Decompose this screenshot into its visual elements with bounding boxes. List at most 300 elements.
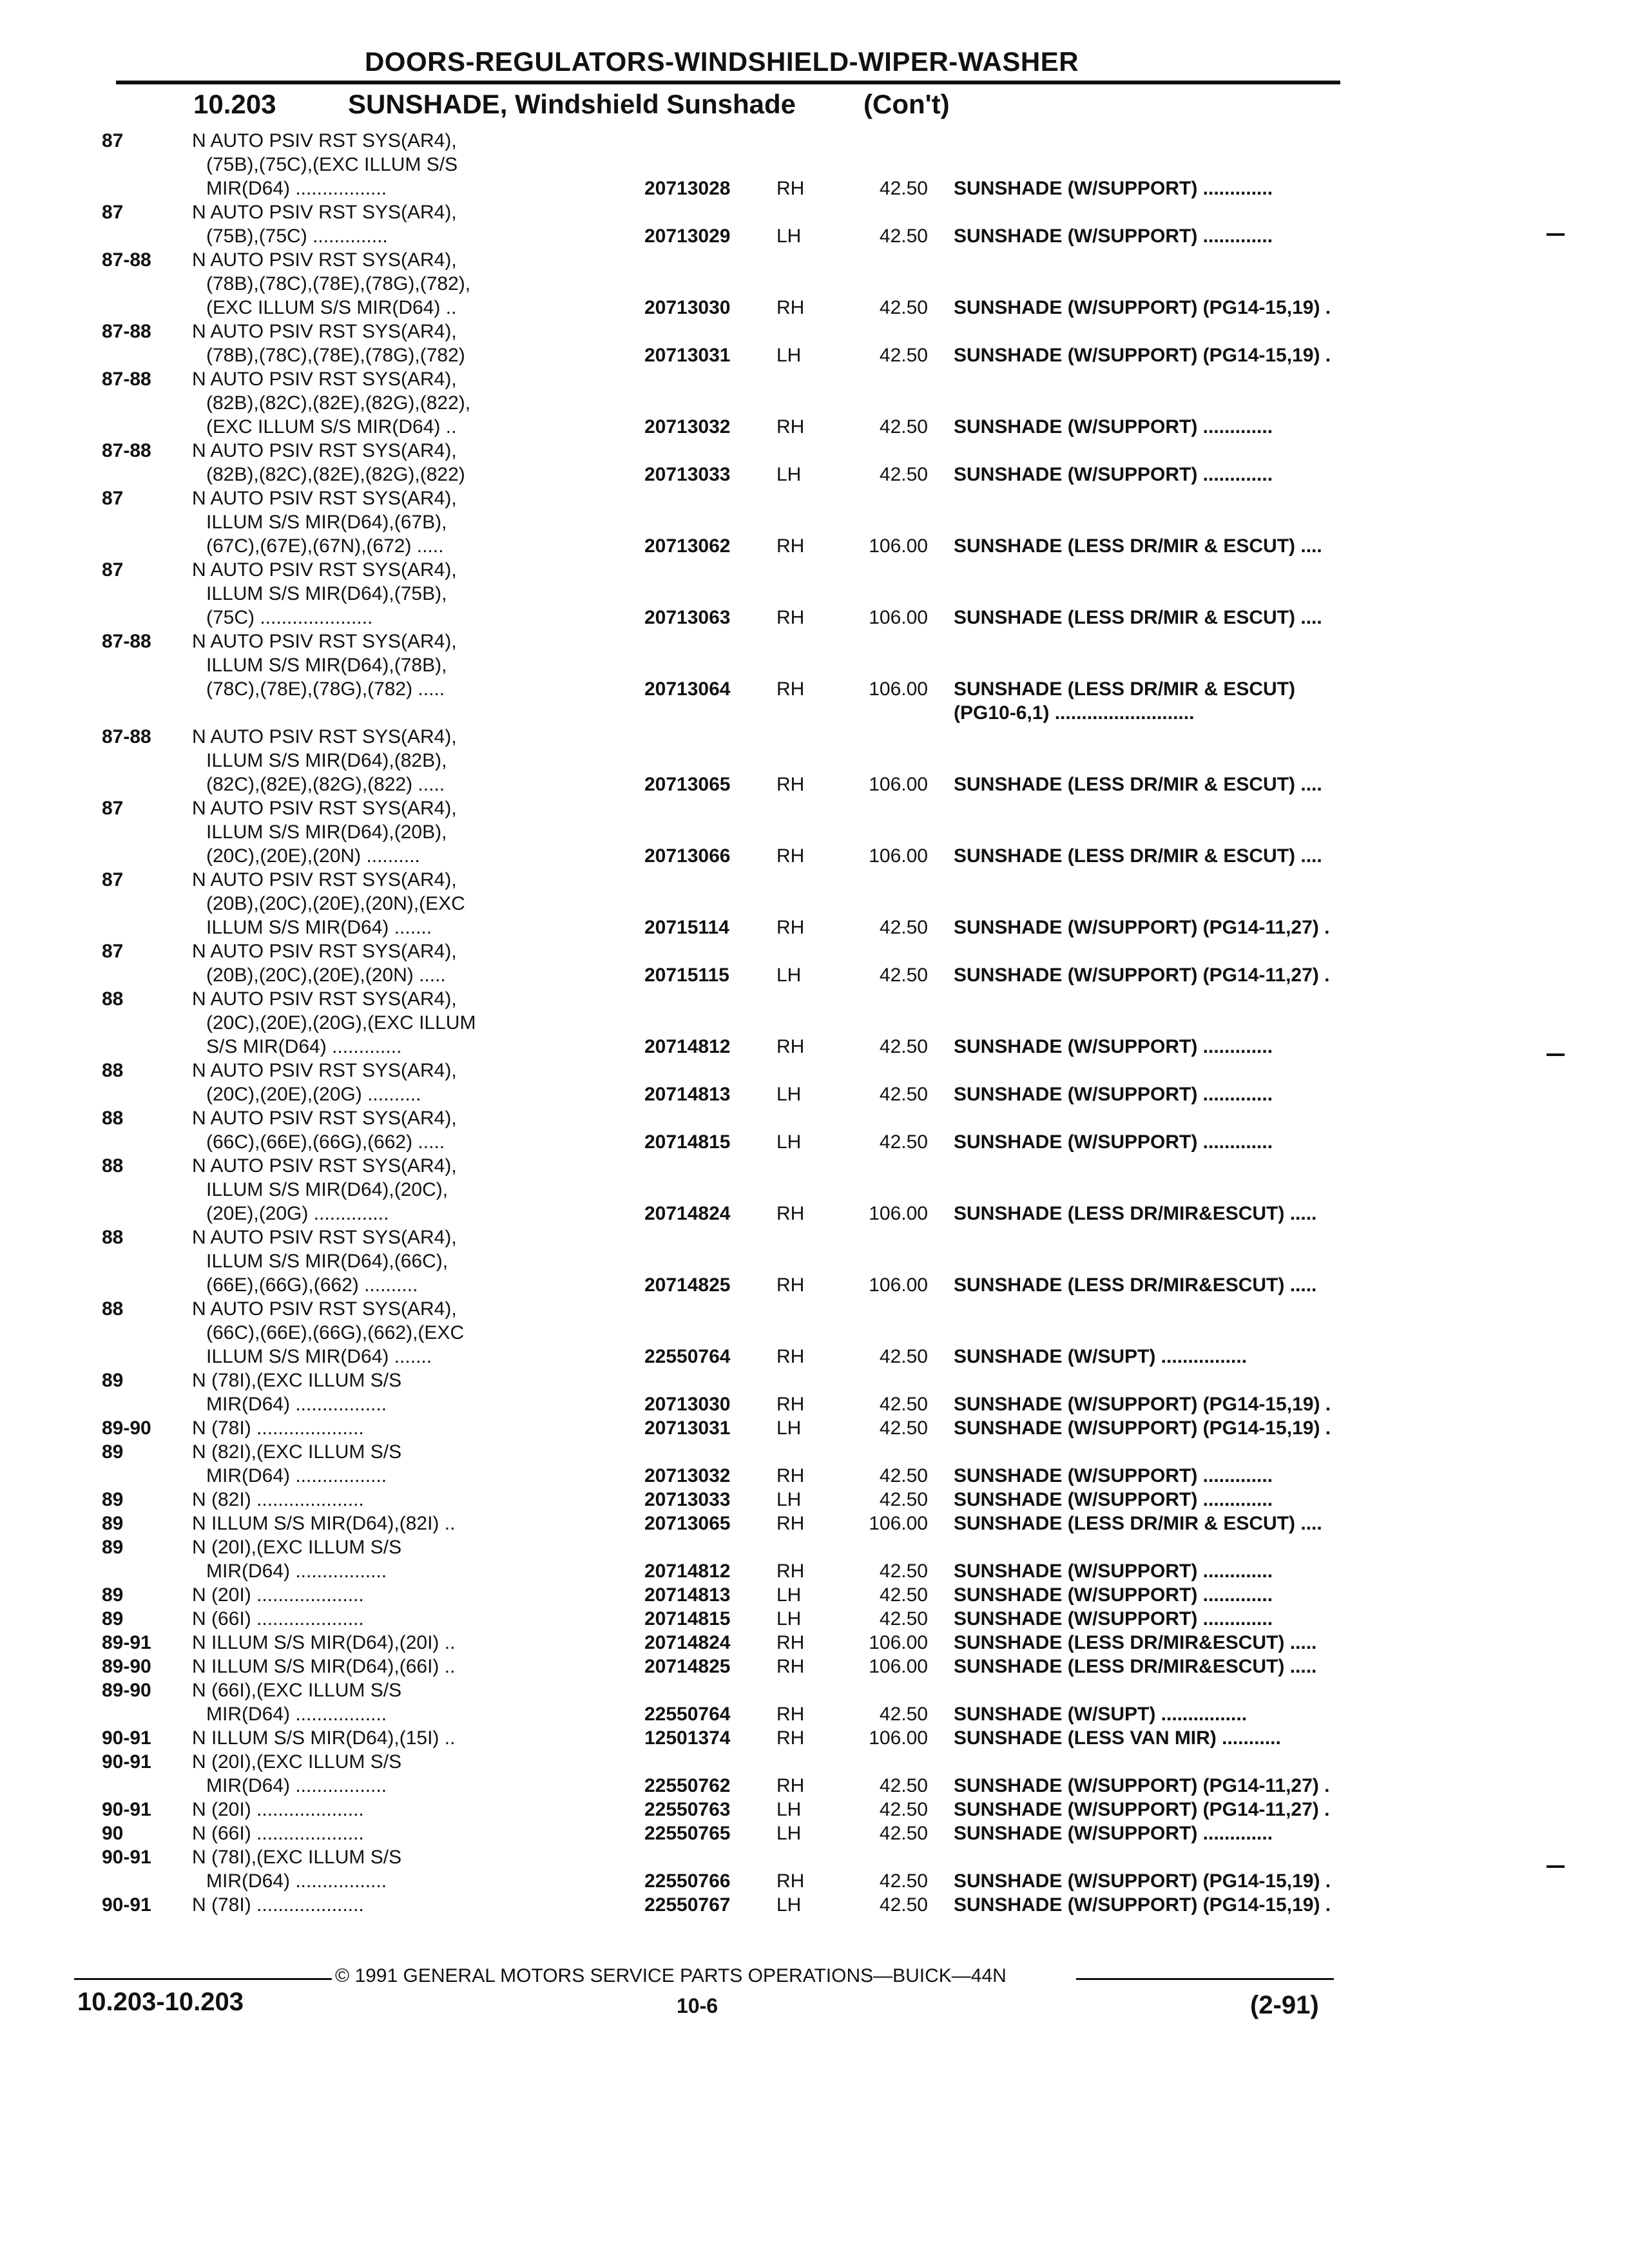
part-name-cell: SUNSHADE (W/SUPPORT) (PG14-11,27) . bbox=[954, 917, 1330, 938]
description-cell: (82B),(82C),(82E),(82G),(822), bbox=[206, 392, 471, 414]
description-cell: (66E),(66G),(662) .......... bbox=[206, 1274, 418, 1296]
description-cell: N (82I) .................... bbox=[192, 1489, 364, 1510]
table-row bbox=[97, 1440, 1385, 1464]
side-cell: RH bbox=[776, 1203, 805, 1224]
description-cell: N (78I),(EXC ILLUM S/S bbox=[192, 1847, 402, 1868]
table-row bbox=[97, 653, 1385, 677]
model-year-cell: 87 bbox=[102, 869, 124, 890]
table-row bbox=[97, 1225, 1385, 1249]
table-row bbox=[97, 224, 1385, 248]
model-year-cell: 88 bbox=[102, 1155, 124, 1177]
table-row bbox=[97, 963, 1385, 987]
part-name-cell: SUNSHADE (W/SUPPORT) (PG14-11,27) . bbox=[954, 965, 1330, 986]
model-year-cell: 89-91 bbox=[102, 1632, 151, 1653]
price-cell: 42.50 bbox=[879, 1894, 928, 1916]
part-name-cell: SUNSHADE (W/SUPPORT) ............. bbox=[954, 1465, 1273, 1486]
description-cell: N AUTO PSIV RST SYS(AR4), bbox=[192, 726, 457, 747]
description-cell: N (78I) .................... bbox=[192, 1894, 364, 1916]
side-cell: RH bbox=[776, 1870, 805, 1892]
part-name-cell: SUNSHADE (LESS DR/MIR&ESCUT) ..... bbox=[954, 1632, 1317, 1653]
table-row bbox=[97, 391, 1385, 415]
description-cell: MIR(D64) ................. bbox=[206, 1870, 387, 1892]
model-year-cell: 87 bbox=[102, 488, 124, 509]
part-number-cell: 20713064 bbox=[644, 678, 731, 700]
description-cell: N AUTO PSIV RST SYS(AR4), bbox=[192, 249, 457, 271]
table-row bbox=[97, 796, 1385, 820]
part-name-cell: SUNSHADE (W/SUPPORT) (PG14-15,19) . bbox=[954, 1394, 1331, 1415]
model-year-cell: 89 bbox=[102, 1441, 124, 1463]
model-year-cell: 88 bbox=[102, 1060, 124, 1081]
description-cell: N ILLUM S/S MIR(D64),(66I) .. bbox=[192, 1656, 456, 1677]
table-row bbox=[97, 558, 1385, 582]
table-row bbox=[97, 1869, 1385, 1893]
part-number-cell: 20713033 bbox=[644, 464, 731, 485]
description-cell: (75B),(75C) .............. bbox=[206, 226, 388, 247]
side-cell: LH bbox=[776, 1894, 802, 1916]
table-row bbox=[97, 1750, 1385, 1774]
side-cell: RH bbox=[776, 1775, 805, 1796]
description-cell: N (20I),(EXC ILLUM S/S bbox=[192, 1537, 402, 1558]
price-cell: 42.50 bbox=[879, 297, 928, 318]
footer-rule-left bbox=[74, 1978, 332, 1980]
side-cell: LH bbox=[776, 1418, 802, 1439]
side-cell: LH bbox=[776, 1584, 802, 1606]
table-row bbox=[97, 343, 1385, 367]
price-cell: 42.50 bbox=[879, 965, 928, 986]
table-row bbox=[97, 773, 1385, 796]
table-row bbox=[97, 367, 1385, 391]
part-number-cell: 20713031 bbox=[644, 1418, 731, 1439]
table-row bbox=[97, 272, 1385, 296]
description-cell: (75B),(75C),(EXC ILLUM S/S bbox=[206, 154, 458, 175]
table-row bbox=[97, 1249, 1385, 1273]
description-cell: N AUTO PSIV RST SYS(AR4), bbox=[192, 988, 457, 1010]
price-cell: 42.50 bbox=[879, 1036, 928, 1057]
part-name-cell: SUNSHADE (LESS DR/MIR & ESCUT) .... bbox=[954, 774, 1322, 795]
part-name-cell: SUNSHADE (LESS DR/MIR&ESCUT) ..... bbox=[954, 1656, 1317, 1677]
table-row bbox=[97, 200, 1385, 224]
side-cell: RH bbox=[776, 1632, 805, 1653]
part-number-cell: 20714813 bbox=[644, 1584, 731, 1606]
model-year-cell: 90-91 bbox=[102, 1847, 151, 1868]
part-name-cell: SUNSHADE (W/SUPPORT) ............. bbox=[954, 1084, 1273, 1105]
side-cell: RH bbox=[776, 1656, 805, 1677]
side-cell: RH bbox=[776, 678, 805, 700]
table-row bbox=[97, 1535, 1385, 1559]
part-name-cell: SUNSHADE (W/SUPPORT) ............. bbox=[954, 1561, 1273, 1582]
part-name-cell: SUNSHADE (LESS DR/MIR & ESCUT) .... bbox=[954, 845, 1322, 867]
part-number-cell: 20714813 bbox=[644, 1084, 731, 1105]
price-cell: 42.50 bbox=[879, 1775, 928, 1796]
table-row bbox=[97, 1726, 1385, 1750]
part-number-cell: 20714815 bbox=[644, 1131, 731, 1153]
model-year-cell: 88 bbox=[102, 988, 124, 1010]
model-year-cell: 90-91 bbox=[102, 1799, 151, 1820]
price-cell: 42.50 bbox=[879, 416, 928, 437]
part-name-cell: SUNSHADE (W/SUPPORT) ............. bbox=[954, 1489, 1273, 1510]
price-cell: 42.50 bbox=[879, 464, 928, 485]
side-cell: LH bbox=[776, 1131, 802, 1153]
table-row bbox=[97, 1845, 1385, 1869]
table-row bbox=[97, 439, 1385, 463]
side-cell: LH bbox=[776, 345, 802, 366]
table-row bbox=[97, 1273, 1385, 1297]
footer-page-number: 10-6 bbox=[677, 1994, 718, 2017]
table-row bbox=[97, 1512, 1385, 1535]
part-number-cell: 20713030 bbox=[644, 1394, 731, 1415]
table-row bbox=[97, 844, 1385, 868]
table-row bbox=[97, 534, 1385, 558]
price-cell: 42.50 bbox=[879, 1465, 928, 1486]
table-row bbox=[97, 1035, 1385, 1059]
price-cell: 106.00 bbox=[869, 1727, 928, 1749]
description-cell: N AUTO PSIV RST SYS(AR4), bbox=[192, 1227, 457, 1248]
part-name-cell: SUNSHADE (W/SUPPORT) ............. bbox=[954, 416, 1273, 437]
description-cell: S/S MIR(D64) ............. bbox=[206, 1036, 402, 1057]
side-cell: LH bbox=[776, 965, 802, 986]
part-number-cell: 20714815 bbox=[644, 1608, 731, 1629]
part-name-cell: SUNSHADE (W/SUPPORT) ............. bbox=[954, 1823, 1273, 1844]
model-year-cell: 88 bbox=[102, 1298, 124, 1320]
margin-tick-mark bbox=[1547, 1053, 1565, 1056]
table-row bbox=[97, 725, 1385, 749]
description-cell: ILLUM S/S MIR(D64) ....... bbox=[206, 1346, 432, 1367]
description-cell: N AUTO PSIV RST SYS(AR4), bbox=[192, 321, 457, 342]
price-cell: 42.50 bbox=[879, 1131, 928, 1153]
description-cell: ILLUM S/S MIR(D64) ....... bbox=[206, 917, 432, 938]
model-year-cell: 90-91 bbox=[102, 1751, 151, 1773]
footer-rule-right bbox=[1076, 1978, 1334, 1980]
part-name-cell: SUNSHADE (W/SUPPORT) (PG14-11,27) . bbox=[954, 1775, 1330, 1796]
price-cell: 42.50 bbox=[879, 1608, 928, 1629]
side-cell: RH bbox=[776, 1727, 805, 1749]
model-year-cell: 89 bbox=[102, 1489, 124, 1510]
part-number-cell: 20714825 bbox=[644, 1274, 731, 1296]
part-name-cell: SUNSHADE (W/SUPT) ................ bbox=[954, 1704, 1248, 1725]
model-year-cell: 87-88 bbox=[102, 726, 151, 747]
price-cell: 42.50 bbox=[879, 1799, 928, 1820]
description-cell: (20C),(20E),(20N) .......... bbox=[206, 845, 420, 867]
price-cell: 106.00 bbox=[869, 607, 928, 628]
table-row bbox=[97, 320, 1385, 343]
description-cell: (20C),(20E),(20G),(EXC ILLUM bbox=[206, 1012, 476, 1033]
model-year-cell: 87 bbox=[102, 202, 124, 223]
table-row bbox=[97, 486, 1385, 510]
description-cell: N AUTO PSIV RST SYS(AR4), bbox=[192, 559, 457, 581]
side-cell: RH bbox=[776, 1394, 805, 1415]
description-cell: MIR(D64) ................. bbox=[206, 1704, 387, 1725]
part-name-cell: SUNSHADE (W/SUPPORT) ............. bbox=[954, 1131, 1273, 1153]
model-year-cell: 87-88 bbox=[102, 249, 151, 271]
part-number-cell: 20714812 bbox=[644, 1036, 731, 1057]
model-year-cell: 89 bbox=[102, 1537, 124, 1558]
model-year-cell: 87 bbox=[102, 130, 124, 151]
table-row bbox=[97, 820, 1385, 844]
table-row bbox=[97, 1297, 1385, 1321]
description-cell: (67C),(67E),(67N),(672) ..... bbox=[206, 535, 444, 557]
description-cell: (EXC ILLUM S/S MIR(D64) .. bbox=[206, 297, 457, 318]
table-row bbox=[97, 1130, 1385, 1154]
price-cell: 42.50 bbox=[879, 1418, 928, 1439]
model-year-cell: 88 bbox=[102, 1108, 124, 1129]
price-cell: 42.50 bbox=[879, 1084, 928, 1105]
part-name-cell: SUNSHADE (W/SUPPORT) ............. bbox=[954, 1036, 1273, 1057]
description-cell: N (66I),(EXC ILLUM S/S bbox=[192, 1680, 402, 1701]
part-name-cell: SUNSHADE (W/SUPPORT) ............. bbox=[954, 1584, 1273, 1606]
model-year-cell: 87 bbox=[102, 798, 124, 819]
table-row bbox=[97, 1392, 1385, 1416]
part-number-cell: 20713062 bbox=[644, 535, 731, 557]
price-cell: 42.50 bbox=[879, 1704, 928, 1725]
side-cell: LH bbox=[776, 1489, 802, 1510]
price-cell: 106.00 bbox=[869, 1274, 928, 1296]
part-number-cell: 22550764 bbox=[644, 1346, 731, 1367]
model-year-cell: 87-88 bbox=[102, 369, 151, 390]
table-row bbox=[97, 1178, 1385, 1202]
description-cell: N (78I) .................... bbox=[192, 1418, 364, 1439]
description-cell: N AUTO PSIV RST SYS(AR4), bbox=[192, 1298, 457, 1320]
description-cell: (EXC ILLUM S/S MIR(D64) .. bbox=[206, 416, 457, 437]
description-cell: MIR(D64) ................. bbox=[206, 1775, 387, 1796]
description-cell: ILLUM S/S MIR(D64),(82B), bbox=[206, 750, 447, 771]
description-cell: (82C),(82E),(82G),(822) ..... bbox=[206, 774, 445, 795]
description-cell: N (78I),(EXC ILLUM S/S bbox=[192, 1370, 402, 1391]
part-name-cell: SUNSHADE (W/SUPPORT) (PG14-15,19) . bbox=[954, 297, 1331, 318]
side-cell: LH bbox=[776, 1608, 802, 1629]
part-name-cell: SUNSHADE (LESS DR/MIR&ESCUT) ..... bbox=[954, 1203, 1317, 1224]
part-number-cell: 20713028 bbox=[644, 178, 731, 199]
part-name-cell: SUNSHADE (W/SUPPORT) (PG14-11,27) . bbox=[954, 1799, 1330, 1820]
section-continued: (Con't) bbox=[863, 89, 950, 119]
description-cell: (78B),(78C),(78E),(78G),(782) bbox=[206, 345, 465, 366]
table-row bbox=[97, 129, 1385, 153]
page-title: DOORS-REGULATORS-WINDSHIELD-WIPER-WASHER bbox=[364, 46, 1079, 77]
description-cell: N AUTO PSIV RST SYS(AR4), bbox=[192, 440, 457, 461]
table-row bbox=[97, 177, 1385, 200]
parts-table bbox=[97, 129, 1385, 1917]
table-row bbox=[97, 1202, 1385, 1225]
model-year-cell: 87-88 bbox=[102, 440, 151, 461]
table-row bbox=[97, 248, 1385, 272]
side-cell: RH bbox=[776, 535, 805, 557]
part-number-cell: 20715114 bbox=[644, 917, 729, 938]
description-cell: ILLUM S/S MIR(D64),(75B), bbox=[206, 583, 447, 604]
part-number-cell: 20713029 bbox=[644, 226, 731, 247]
description-cell: MIR(D64) ................. bbox=[206, 1465, 387, 1486]
table-row bbox=[97, 1702, 1385, 1726]
description-cell: N (66I) .................... bbox=[192, 1823, 364, 1844]
side-cell: RH bbox=[776, 1036, 805, 1057]
price-cell: 106.00 bbox=[869, 678, 928, 700]
description-cell: N ILLUM S/S MIR(D64),(15I) .. bbox=[192, 1727, 456, 1749]
section-title: SUNSHADE, Windshield Sunshade bbox=[348, 89, 796, 119]
description-cell: (66C),(66E),(66G),(662),(EXC bbox=[206, 1322, 465, 1343]
table-row bbox=[97, 1607, 1385, 1631]
margin-tick-mark bbox=[1547, 233, 1565, 236]
description-cell: N AUTO PSIV RST SYS(AR4), bbox=[192, 488, 457, 509]
description-cell: (75C) ..................... bbox=[206, 607, 373, 628]
table-row bbox=[97, 1678, 1385, 1702]
side-cell: LH bbox=[776, 1084, 802, 1105]
model-year-cell: 89-90 bbox=[102, 1680, 151, 1701]
part-name-cell: SUNSHADE (W/SUPPORT) (PG14-15,19) . bbox=[954, 1418, 1331, 1439]
side-cell: RH bbox=[776, 297, 805, 318]
table-row bbox=[97, 1821, 1385, 1845]
table-row bbox=[97, 1059, 1385, 1082]
part-name-cell: SUNSHADE (W/SUPPORT) (PG14-15,19) . bbox=[954, 345, 1331, 366]
table-row bbox=[97, 1655, 1385, 1678]
description-cell: ILLUM S/S MIR(D64),(20B), bbox=[206, 822, 447, 843]
table-row bbox=[97, 749, 1385, 773]
description-cell: (20B),(20C),(20E),(20N) ..... bbox=[206, 965, 446, 986]
price-cell: 42.50 bbox=[879, 1561, 928, 1582]
price-cell: 42.50 bbox=[879, 345, 928, 366]
description-cell: N (20I) .................... bbox=[192, 1799, 364, 1820]
model-year-cell: 87 bbox=[102, 941, 124, 962]
price-cell: 42.50 bbox=[879, 1346, 928, 1367]
side-cell: RH bbox=[776, 416, 805, 437]
part-name-cell: SUNSHADE (LESS VAN MIR) ........... bbox=[954, 1727, 1281, 1749]
model-year-cell: 89-90 bbox=[102, 1656, 151, 1677]
description-cell: N ILLUM S/S MIR(D64),(20I) .. bbox=[192, 1632, 456, 1653]
model-year-cell: 89 bbox=[102, 1608, 124, 1629]
part-name-cell: SUNSHADE (W/SUPPORT) (PG14-15,19) . bbox=[954, 1870, 1331, 1892]
header-rule bbox=[116, 81, 1340, 84]
model-year-cell: 89 bbox=[102, 1513, 124, 1534]
side-cell: LH bbox=[776, 226, 802, 247]
part-name-cell: SUNSHADE (LESS DR/MIR & ESCUT) .... bbox=[954, 607, 1322, 628]
description-cell: N ILLUM S/S MIR(D64),(82I) .. bbox=[192, 1513, 456, 1534]
price-cell: 106.00 bbox=[869, 845, 928, 867]
model-year-cell: 90 bbox=[102, 1823, 124, 1844]
price-cell: 42.50 bbox=[879, 917, 928, 938]
side-cell: RH bbox=[776, 774, 805, 795]
part-number-cell: 20713032 bbox=[644, 1465, 731, 1486]
table-row bbox=[97, 987, 1385, 1011]
description-cell: N AUTO PSIV RST SYS(AR4), bbox=[192, 869, 457, 890]
section-heading bbox=[193, 89, 950, 120]
part-number-cell: 12501374 bbox=[644, 1727, 731, 1749]
part-number-cell: 20713066 bbox=[644, 845, 731, 867]
table-row bbox=[97, 1011, 1385, 1035]
table-row bbox=[97, 916, 1385, 939]
table-row bbox=[97, 463, 1385, 486]
part-name-cell: SUNSHADE (LESS DR/MIR&ESCUT) ..... bbox=[954, 1274, 1317, 1296]
part-number-cell: 20714824 bbox=[644, 1203, 731, 1224]
part-number-cell: 22550762 bbox=[644, 1775, 731, 1796]
price-cell: 42.50 bbox=[879, 1823, 928, 1844]
description-cell: N AUTO PSIV RST SYS(AR4), bbox=[192, 941, 457, 962]
price-cell: 42.50 bbox=[879, 1394, 928, 1415]
part-number-cell: 20713065 bbox=[644, 774, 731, 795]
model-year-cell: 89 bbox=[102, 1584, 124, 1606]
model-year-cell: 89 bbox=[102, 1370, 124, 1391]
table-row bbox=[97, 892, 1385, 916]
side-cell: RH bbox=[776, 1704, 805, 1725]
part-name-cell: SUNSHADE (LESS DR/MIR & ESCUT) bbox=[954, 678, 1296, 700]
price-cell: 42.50 bbox=[879, 226, 928, 247]
table-row bbox=[97, 153, 1385, 177]
model-year-cell: 87-88 bbox=[102, 321, 151, 342]
table-row bbox=[97, 296, 1385, 320]
description-cell: N AUTO PSIV RST SYS(AR4), bbox=[192, 369, 457, 390]
part-name-cell: SUNSHADE (W/SUPPORT) ............. bbox=[954, 1608, 1273, 1629]
table-row bbox=[97, 629, 1385, 653]
part-name-cell: SUNSHADE (W/SUPT) ................ bbox=[954, 1346, 1248, 1367]
price-cell: 42.50 bbox=[879, 1489, 928, 1510]
price-cell: 106.00 bbox=[869, 1656, 928, 1677]
side-cell: RH bbox=[776, 845, 805, 867]
table-row bbox=[97, 1321, 1385, 1345]
price-cell: 42.50 bbox=[879, 1870, 928, 1892]
margin-tick-mark bbox=[1547, 1865, 1565, 1868]
description-cell: N AUTO PSIV RST SYS(AR4), bbox=[192, 202, 457, 223]
part-number-cell: 20714812 bbox=[644, 1561, 731, 1582]
description-cell: (66C),(66E),(66G),(662) ..... bbox=[206, 1131, 445, 1153]
price-cell: 106.00 bbox=[869, 1513, 928, 1534]
part-name-cell: SUNSHADE (W/SUPPORT) ............. bbox=[954, 178, 1273, 199]
table-row bbox=[97, 510, 1385, 534]
table-row bbox=[97, 1798, 1385, 1821]
price-cell: 106.00 bbox=[869, 774, 928, 795]
table-row bbox=[97, 1082, 1385, 1106]
table-row bbox=[97, 939, 1385, 963]
description-cell: N (20I) .................... bbox=[192, 1584, 364, 1606]
part-number-cell: 22550766 bbox=[644, 1870, 731, 1892]
description-cell: MIR(D64) ................. bbox=[206, 1561, 387, 1582]
model-year-cell: 87-88 bbox=[102, 631, 151, 652]
description-cell: N AUTO PSIV RST SYS(AR4), bbox=[192, 1060, 457, 1081]
part-number-cell: 22550763 bbox=[644, 1799, 731, 1820]
part-number-cell: 20714824 bbox=[644, 1632, 731, 1653]
description-cell: ILLUM S/S MIR(D64),(66C), bbox=[206, 1251, 448, 1272]
table-row bbox=[97, 1631, 1385, 1655]
model-year-cell: 90-91 bbox=[102, 1727, 151, 1749]
side-cell: RH bbox=[776, 1561, 805, 1582]
part-number-cell: 20713033 bbox=[644, 1489, 731, 1510]
part-number-cell: 20715115 bbox=[644, 965, 729, 986]
description-cell: N AUTO PSIV RST SYS(AR4), bbox=[192, 130, 457, 151]
description-cell: (20B),(20C),(20E),(20N),(EXC bbox=[206, 893, 465, 914]
table-row bbox=[97, 701, 1385, 725]
side-cell: RH bbox=[776, 1274, 805, 1296]
description-cell: MIR(D64) ................. bbox=[206, 178, 387, 199]
part-name-cell: SUNSHADE (W/SUPPORT) (PG14-15,19) . bbox=[954, 1894, 1331, 1916]
description-cell: N (82I),(EXC ILLUM S/S bbox=[192, 1441, 402, 1463]
part-name-cell: (PG10-6,1) .......................... bbox=[954, 702, 1195, 724]
side-cell: RH bbox=[776, 1346, 805, 1367]
part-number-cell: 20713065 bbox=[644, 1513, 731, 1534]
table-row bbox=[97, 1106, 1385, 1130]
side-cell: RH bbox=[776, 607, 805, 628]
part-name-cell: SUNSHADE (W/SUPPORT) ............. bbox=[954, 226, 1273, 247]
description-cell: N (66I) .................... bbox=[192, 1608, 364, 1629]
description-cell: MIR(D64) ................. bbox=[206, 1394, 387, 1415]
part-name-cell: SUNSHADE (W/SUPPORT) ............. bbox=[954, 464, 1273, 485]
part-number-cell: 22550764 bbox=[644, 1704, 731, 1725]
model-year-cell: 88 bbox=[102, 1227, 124, 1248]
table-row bbox=[97, 582, 1385, 606]
description-cell: ILLUM S/S MIR(D64),(20C), bbox=[206, 1179, 448, 1200]
side-cell: RH bbox=[776, 917, 805, 938]
table-row bbox=[97, 1154, 1385, 1178]
price-cell: 106.00 bbox=[869, 1632, 928, 1653]
side-cell: LH bbox=[776, 1823, 802, 1844]
footer-section-range: 10.203-10.203 bbox=[77, 1988, 244, 2016]
description-cell: N AUTO PSIV RST SYS(AR4), bbox=[192, 631, 457, 652]
description-cell: N AUTO PSIV RST SYS(AR4), bbox=[192, 1155, 457, 1177]
description-cell: N (20I),(EXC ILLUM S/S bbox=[192, 1751, 402, 1773]
